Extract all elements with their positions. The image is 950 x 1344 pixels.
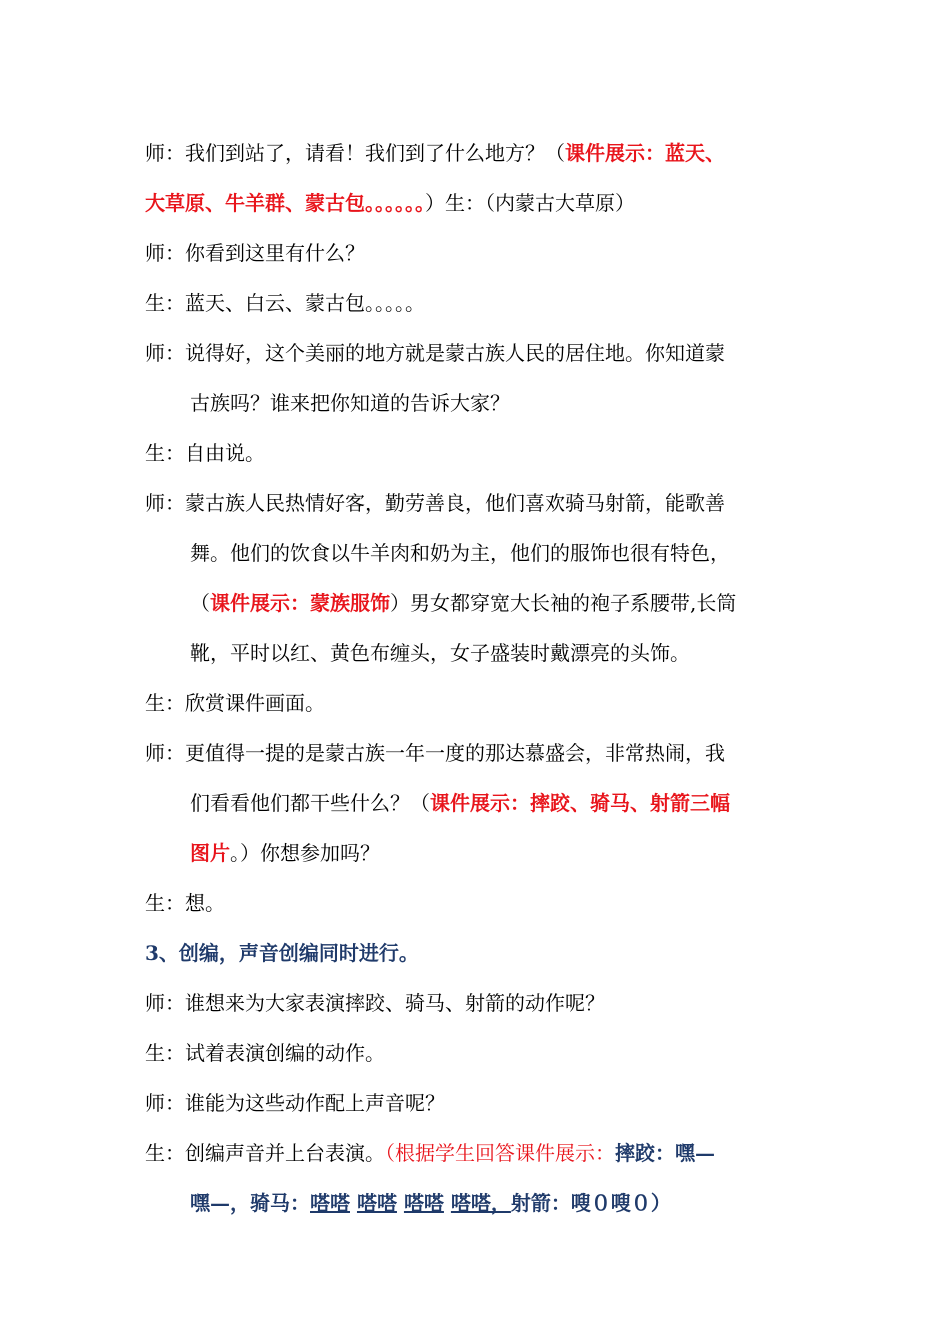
- sound-syllable: 嗒嗒: [403, 1191, 444, 1215]
- courseware-note: 课件展示：摔跤、骑马、射箭三幅: [430, 791, 730, 815]
- paragraph-line: 师：谁想来为大家表演摔跤、骑马、射箭的动作呢？: [145, 991, 605, 1015]
- sound-text: 摔跤：嘿—: [615, 1141, 715, 1165]
- body-text: 。）你想参加吗？: [230, 841, 380, 865]
- courseware-note: 课件展示：蒙族服饰: [210, 591, 390, 615]
- sound-text: 嘿—，骑马：: [190, 1191, 310, 1215]
- courseware-note: 大草原、牛羊群、蒙古包。。。。。。: [145, 191, 425, 215]
- paragraph-line: 生：想。: [145, 891, 225, 915]
- section-heading: 3、创编，声音创编同时进行。: [145, 941, 419, 965]
- bracket-text: （: [190, 591, 210, 615]
- paragraph-line: 生：蓝天、白云、蒙古包。。。。。: [145, 291, 425, 315]
- teacher-text: 师：我们到站了，请看！我们到了什么地方？（: [145, 141, 565, 165]
- courseware-note: 课件展示：蓝天、: [565, 141, 725, 165]
- courseware-note: （根据学生回答课件展示：: [385, 1141, 615, 1165]
- paragraph-line: 古族吗？谁来把你知道的告诉大家？: [190, 391, 510, 415]
- student-text: 生：创编声音并上台表演。: [145, 1141, 385, 1165]
- paragraph-line: 生：自由说。: [145, 441, 265, 465]
- sound-syllable: 嗒嗒: [356, 1191, 397, 1215]
- body-text: ）男女都穿宽大长袖的袍子系腰带,长筒: [390, 591, 737, 615]
- body-text: 们看看他们都干些什么？（: [190, 791, 430, 815]
- paragraph-line: 师：蒙古族人民热情好客，勤劳善良，他们喜欢骑马射箭，能歌善: [145, 491, 725, 515]
- paragraph-line: 靴，平时以红、黄色布缠头，女子盛装时戴漂亮的头饰。: [190, 641, 690, 665]
- paragraph-line: [145, 1137, 715, 1166]
- paragraph-line: 师：谁能为这些动作配上声音呢？: [145, 1091, 445, 1115]
- paragraph-line: [145, 187, 635, 216]
- paragraph-line: 生：试着表演创编的动作。: [145, 1041, 385, 1065]
- paragraph-line: 舞。他们的饮食以牛羊肉和奶为主，他们的服饰也很有特色，: [190, 541, 730, 565]
- paragraph-line: 师：说得好，这个美丽的地方就是蒙古族人民的居住地。你知道蒙: [145, 341, 725, 365]
- paragraph-line: 生：欣赏课件画面。: [145, 691, 325, 715]
- paragraph-line: 师：你看到这里有什么？: [145, 241, 365, 265]
- paragraph-line: [190, 1187, 671, 1216]
- paragraph-line: 师：更值得一提的是蒙古族一年一度的那达慕盛会，非常热闹，我: [145, 741, 725, 765]
- sound-syllable: 嗒嗒: [310, 1191, 350, 1215]
- student-text: ）生：（内蒙古大草原）: [425, 191, 635, 215]
- paragraph-line: [190, 787, 730, 816]
- sound-text: 射箭：嗖０嗖０）: [510, 1191, 671, 1215]
- courseware-note: 图片: [190, 841, 230, 865]
- paragraph-line: [190, 587, 736, 616]
- paragraph-line: [145, 137, 725, 166]
- sound-syllable: 嗒嗒，: [450, 1191, 511, 1215]
- paragraph-line: [190, 837, 380, 866]
